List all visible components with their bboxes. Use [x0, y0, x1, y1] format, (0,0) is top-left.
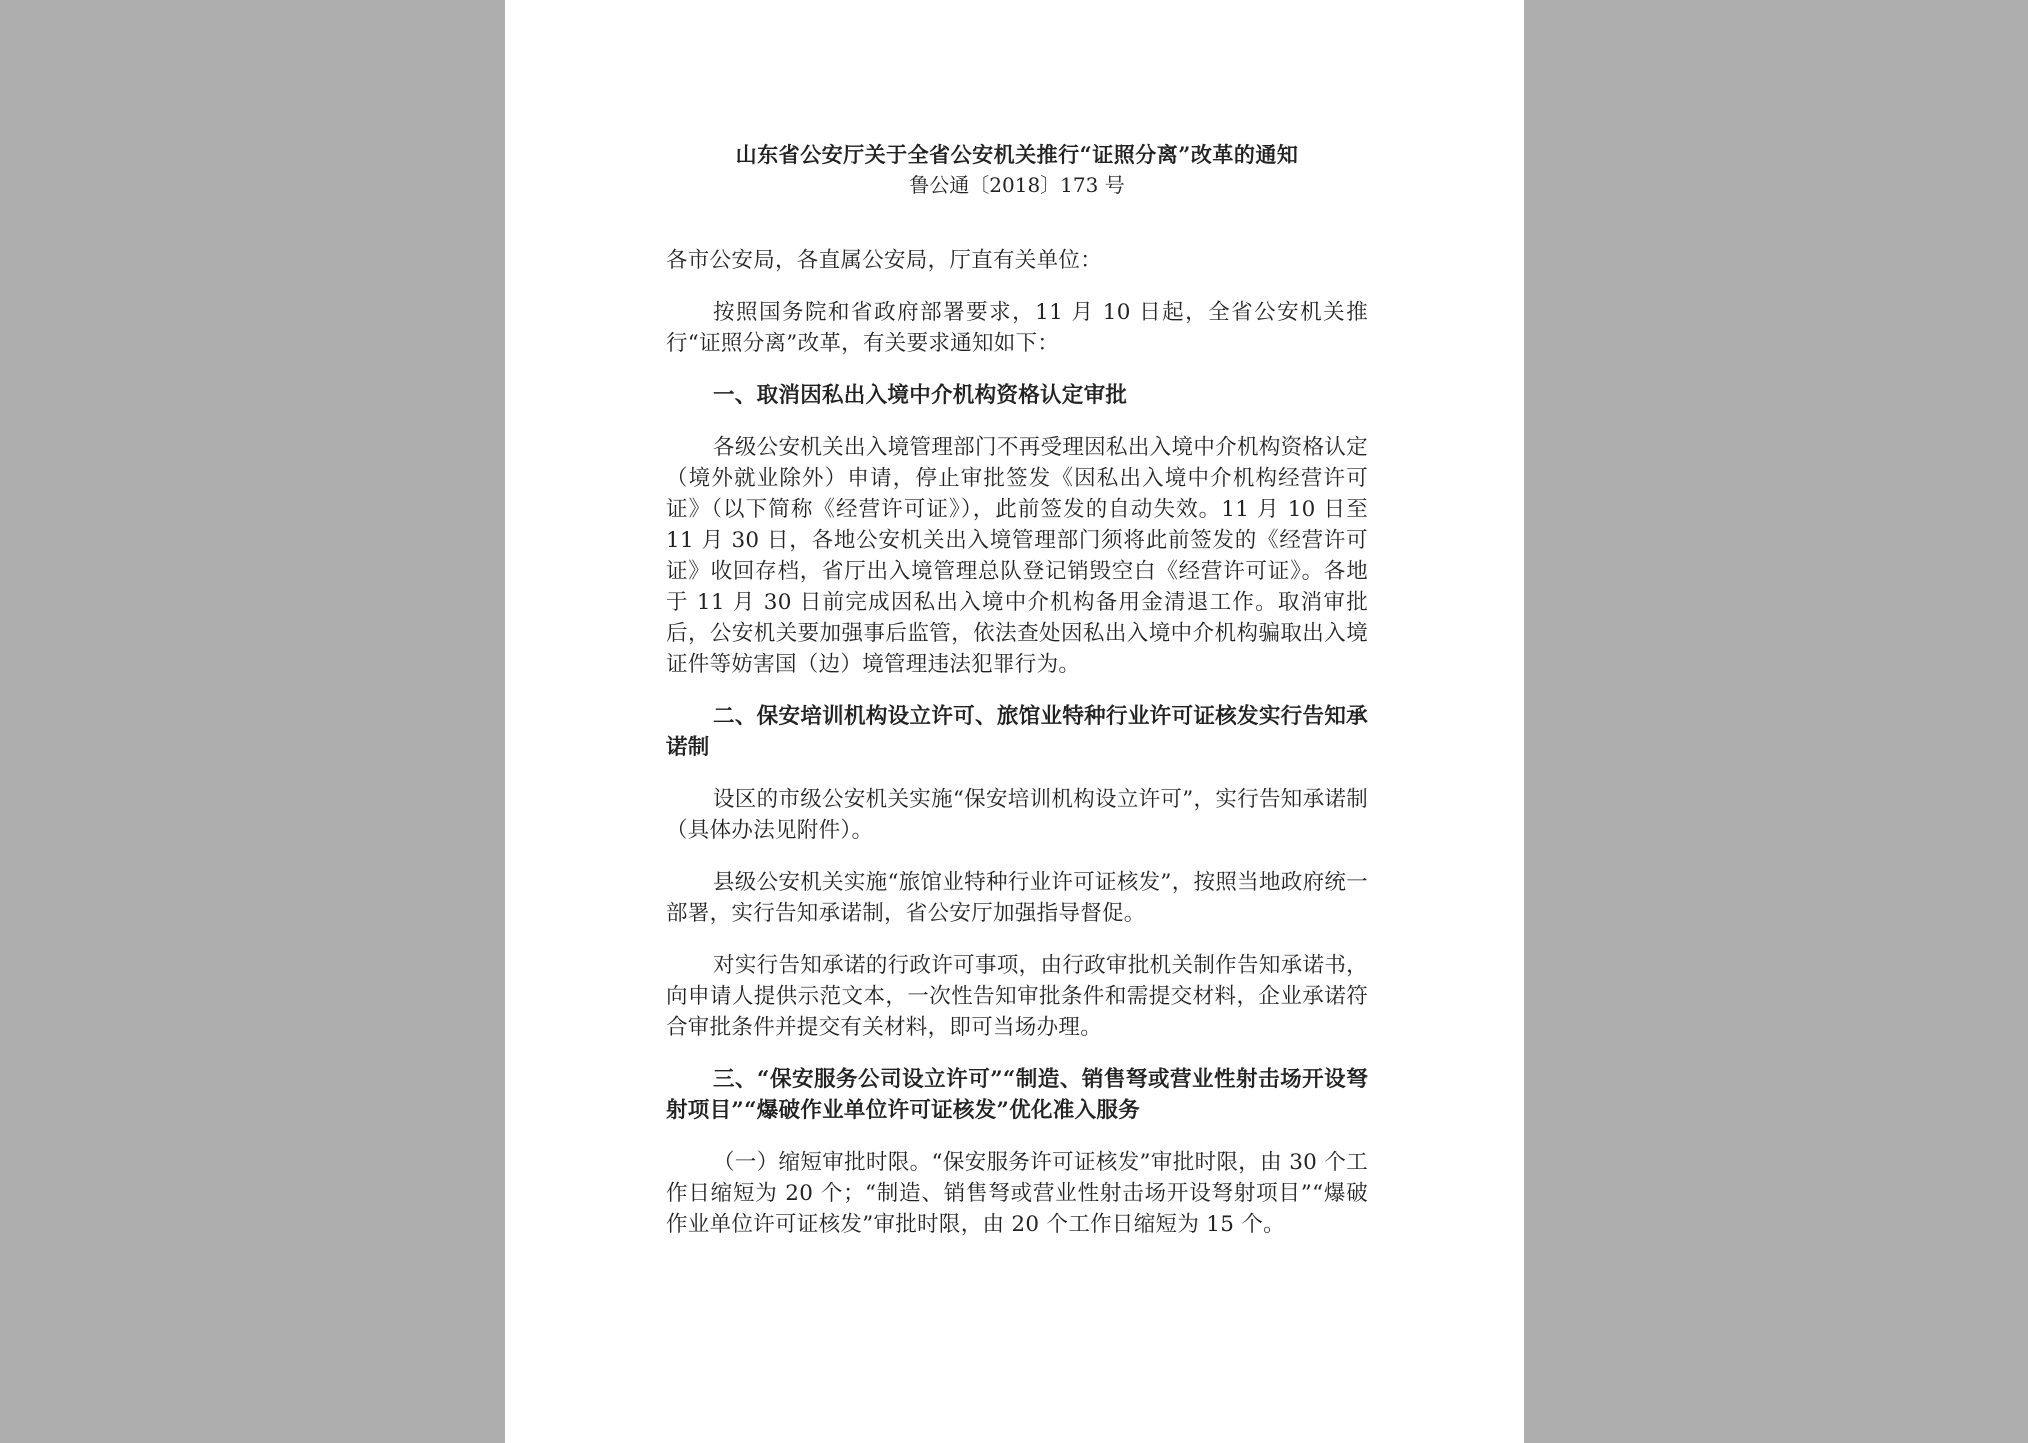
salutation: 各市公安局，各直属公安局，厅直有关单位： [666, 248, 1103, 273]
document-page [505, 0, 1524, 1443]
intro-paragraph: 按照国务院和省政府部署要求，11 月 10 日起，全省公安机关推行“证照分离”改革，有关要求通知如下： [666, 300, 1368, 356]
document-title: 山东省公安厅关于全省公安机关推行“证照分离”改革的通知 [735, 142, 1299, 167]
document-number: 鲁公通〔2018〕173 号 [909, 173, 1125, 197]
section-3-heading: 三、“保安服务公司设立许可”“制造、销售弩或营业性射击场开设弩射项目”“爆破作业单位许可证核发”优化准入服务 [666, 1067, 1368, 1123]
section-2-heading: 二、保安培训机构设立许可、旅馆业特种行业许可证核发实行告知承诺制 [666, 704, 1368, 760]
section-1-paragraph-1: 各级公安机关出入境管理部门不再受理因私出入境中介机构资格认定（境外就业除外）申请，停止审批签发《因私出入境中介机构经营许可证》（以下简称《经营许可证》），此前签发的自动失效。11 月 10 日至 11 月 30 日，各地公安机关出入境管理部门须将此前签发的《经营许可证》收回存档，省厅出入境管理总队登记销毁空白《经营许可证》。各地于 11 月 30 日前完成因私出入境中介机构备用金清退工作。取消审批后，公安机关要加强事后监管，依法查处因私出入境中介机构骗取出入境证件等妨害国（边）境管理违法犯罪行为。 [666, 435, 1368, 677]
section-3-paragraph-1: （一）缩短审批时限。“保安服务许可证核发”审批时限，由 30 个工作日缩短为 20 个；“制造、销售弩或营业性射击场开设弩射项目”“爆破作业单位许可证核发”审批时限，由 20 个工作日缩短为 15 个。 [666, 1150, 1368, 1237]
page-content [666, 140, 1368, 1261]
section-2-paragraph-1: 设区的市级公安机关实施“保安培训机构设立许可”，实行告知承诺制（具体办法见附件）。 [666, 787, 1368, 843]
section-2-paragraph-2: 县级公安机关实施“旅馆业特种行业许可证核发”，按照当地政府统一部署，实行告知承诺制，省公安厅加强指导督促。 [666, 870, 1368, 926]
section-1-heading: 一、取消因私出入境中介机构资格认定审批 [713, 383, 1128, 408]
section-2-paragraph-3: 对实行告知承诺的行政许可事项，由行政审批机关制作告知承诺书，向申请人提供示范文本，一次性告知审批条件和需提交材料，企业承诺符合审批条件并提交有关材料，即可当场办理。 [666, 953, 1368, 1040]
